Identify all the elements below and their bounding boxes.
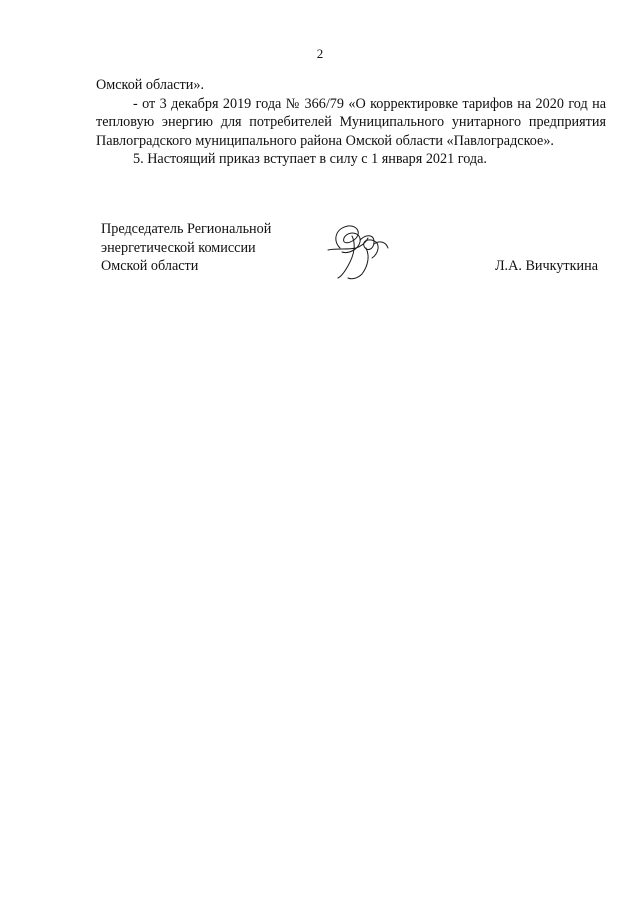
- document-body: [96, 76, 606, 169]
- signer-title-line: Омской области: [101, 258, 199, 274]
- signer-title-line: Председатель Региональной: [101, 221, 272, 237]
- signer-title: [101, 220, 271, 276]
- page-number: 2: [316, 46, 324, 61]
- paragraph-order-item: - от 3 декабря 2019 года № 366/79 «О корректировке тарифов на 2020 год на тепловую энергию для потребителей Муниципального унитарного предприятия Павлоградского муниципального района Омской области «Павлоградское».: [96, 95, 606, 149]
- signature-block: [96, 220, 606, 290]
- handwritten-signature: [322, 220, 394, 282]
- signer-name: Л.А. Вичкуткина: [494, 258, 598, 274]
- signer-title-line: энергетической комиссии: [101, 239, 256, 256]
- paragraph-effective-date: 5. Настоящий приказ вступает в силу с 1 января 2021 года.: [133, 151, 487, 167]
- paragraph-continuation: Омской области».: [96, 77, 204, 93]
